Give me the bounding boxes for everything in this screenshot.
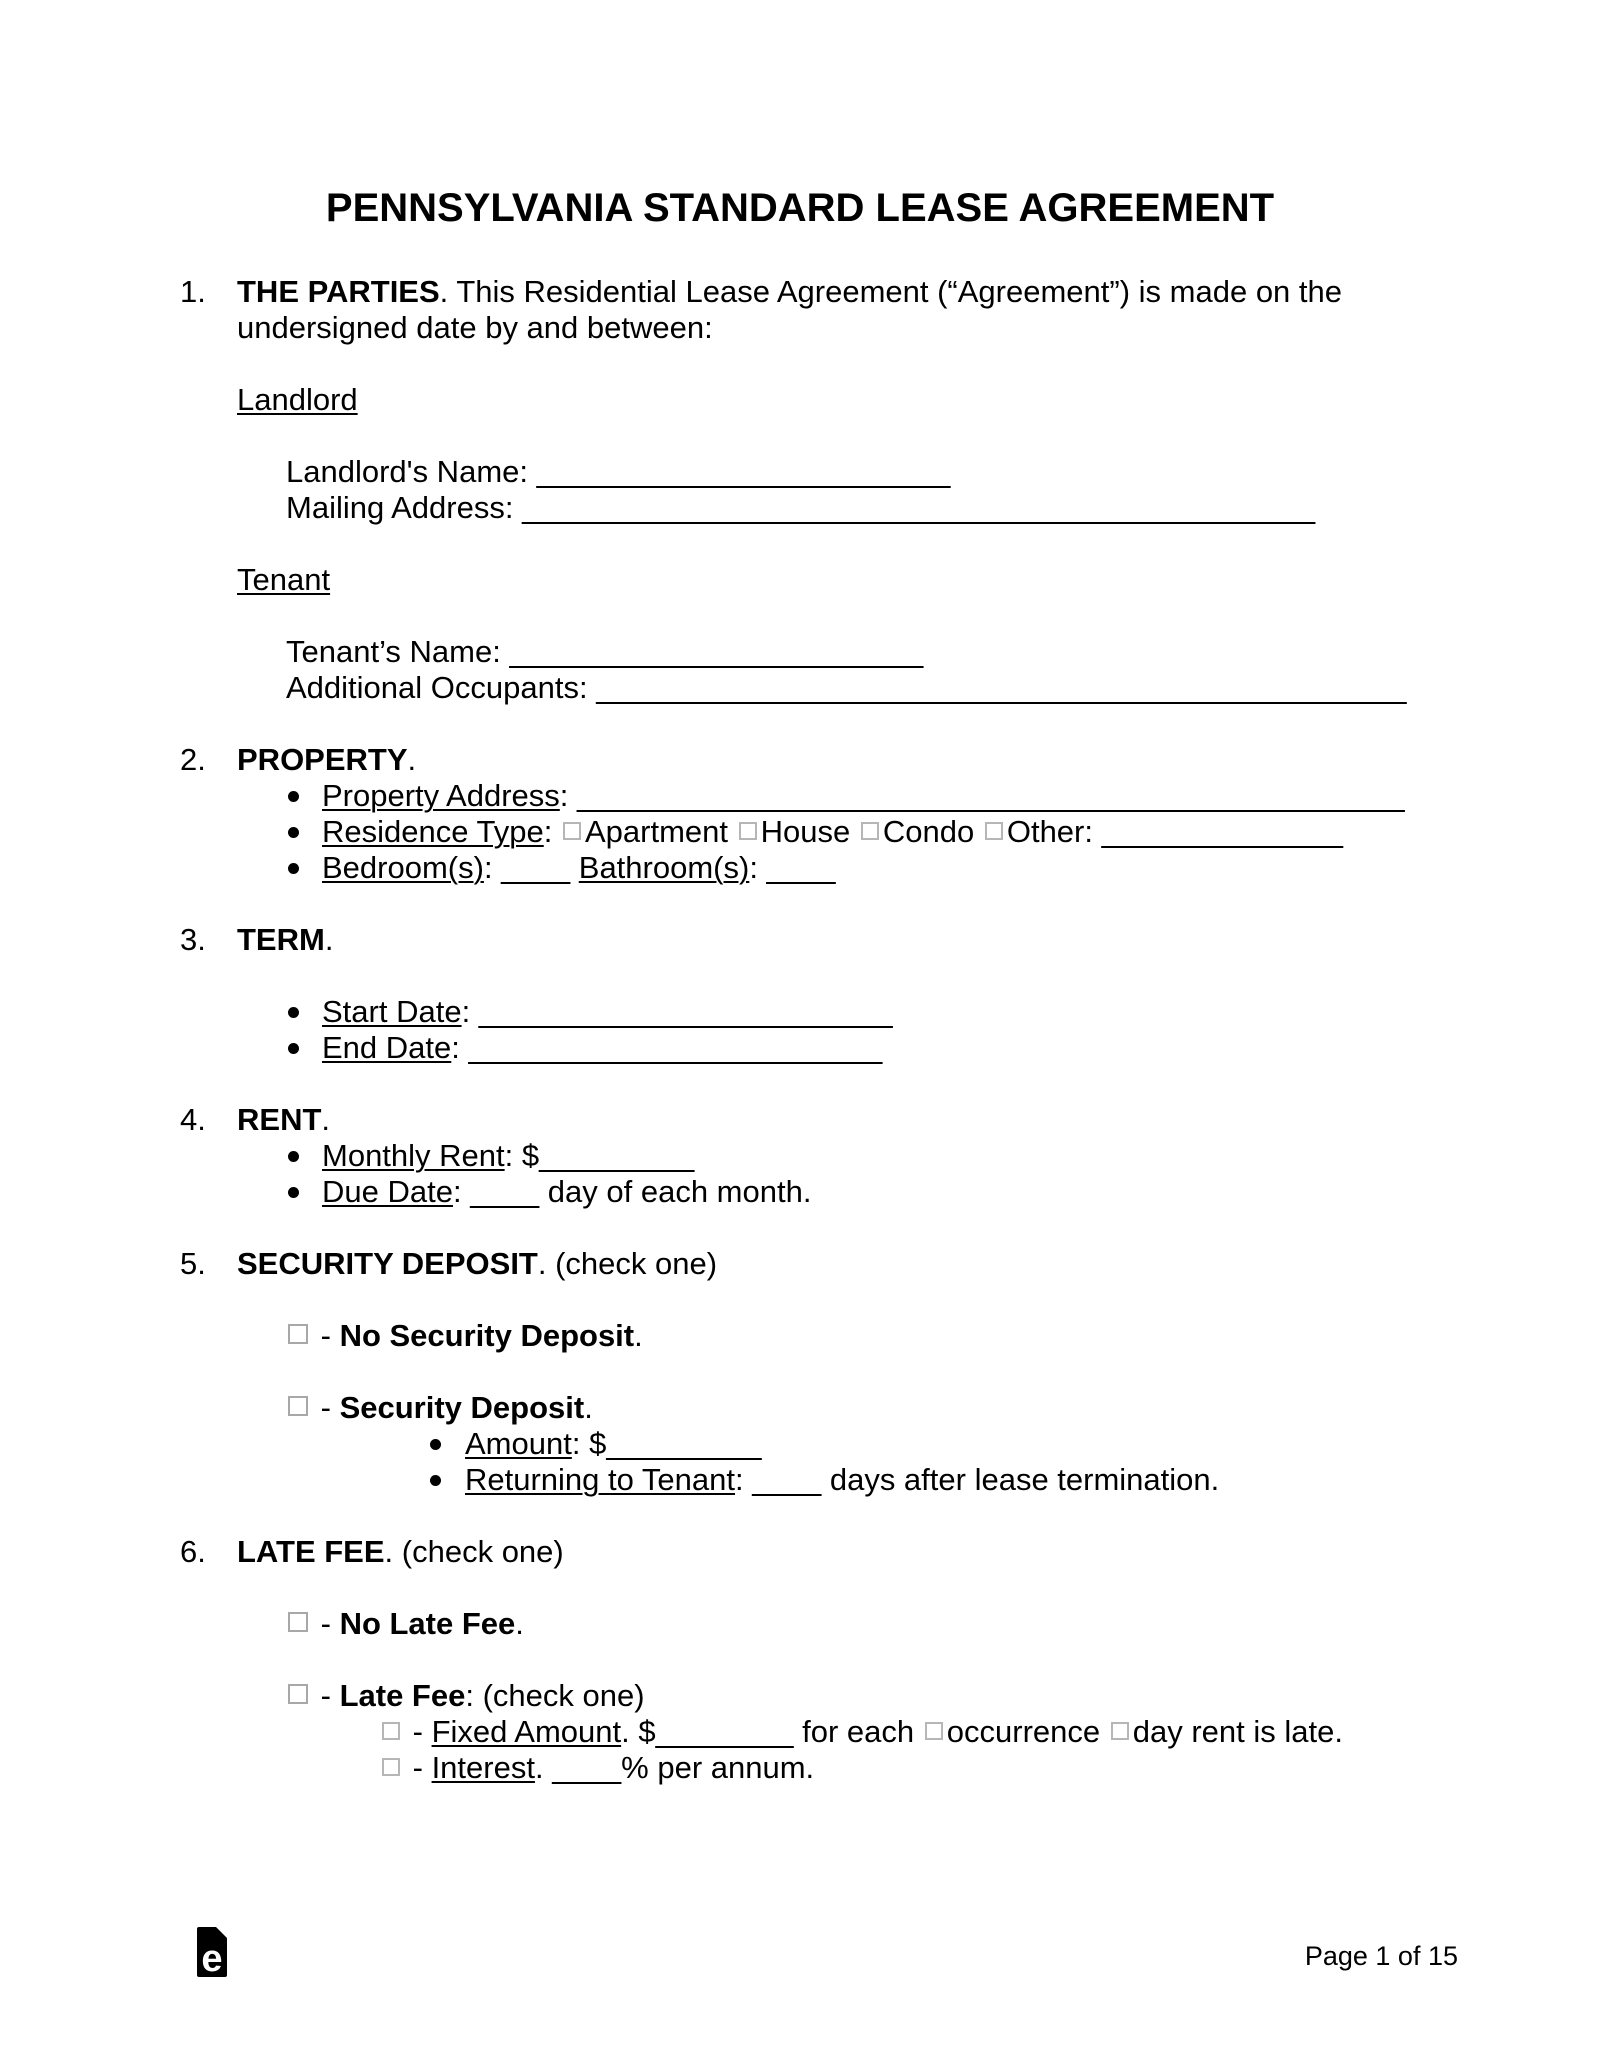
deposit-amount-blank[interactable]: _________	[606, 1426, 762, 1461]
deposit-returning-blank[interactable]: ____	[752, 1462, 822, 1497]
section-rent	[0, 1102, 1600, 1138]
interest-suffix: % per annum.	[621, 1750, 815, 1785]
section-property-number: 2.	[180, 742, 206, 777]
tenant-name-blank[interactable]: ________________________	[509, 634, 924, 669]
section-security-deposit-heading-line	[237, 1246, 1600, 1282]
section-rent-number: 4.	[180, 1102, 206, 1137]
security-deposit-option	[0, 1390, 1600, 1426]
section-term-number: 3.	[180, 922, 206, 957]
section-parties-heading-line	[237, 274, 1600, 310]
section-late-fee-heading-suffix: . (check one)	[384, 1534, 564, 1569]
property-address-label: Property Address	[322, 778, 560, 813]
property-address-colon: :	[559, 778, 578, 813]
no-late-fee-suffix: .	[515, 1606, 524, 1641]
checkbox-late-fee[interactable]	[288, 1684, 308, 1704]
security-deposit-label: Security Deposit	[339, 1390, 585, 1425]
occurrence-label: occurrence	[946, 1714, 1101, 1749]
landlord-address-line	[286, 490, 1600, 526]
no-security-deposit-dash: -	[312, 1318, 340, 1353]
start-date-label: Start Date	[322, 994, 462, 1029]
tenant-occupants-line	[286, 670, 1600, 706]
bullet-icon	[288, 791, 299, 802]
security-deposit-details	[0, 1426, 1600, 1498]
section-property	[0, 742, 1600, 778]
section-parties-number: 1.	[180, 274, 206, 309]
due-date-suffix: day of each month.	[539, 1174, 812, 1209]
section-security-deposit-heading: SECURITY DEPOSIT	[237, 1246, 538, 1281]
landlord-label: Landlord	[237, 382, 358, 417]
checkbox-other[interactable]	[985, 822, 1003, 840]
section-parties	[0, 274, 1600, 346]
residence-type-colon: :	[543, 814, 561, 849]
start-date-colon: :	[461, 994, 479, 1029]
tenant-label: Tenant	[237, 562, 331, 597]
fixed-amount-prefix: . $	[621, 1714, 656, 1749]
eforms-logo-icon	[197, 1927, 227, 1980]
end-date-colon: :	[451, 1030, 469, 1065]
deposit-amount-prefix: : $	[571, 1426, 607, 1461]
start-date-item	[0, 994, 1600, 1030]
interest-blank[interactable]: ____	[552, 1750, 622, 1785]
tenant-name-label: Tenant’s Name:	[286, 634, 510, 669]
checkbox-security-deposit[interactable]	[288, 1396, 308, 1416]
bedroom-colon: :	[483, 850, 502, 885]
bullet-icon	[288, 1187, 299, 1198]
rent-bullets	[0, 1138, 1600, 1210]
section-term-heading: TERM	[237, 922, 325, 957]
tenant-subheading	[0, 562, 1600, 598]
end-date-item	[0, 1030, 1600, 1066]
security-deposit-dash: -	[312, 1390, 340, 1425]
no-security-deposit-label: No Security Deposit	[339, 1318, 635, 1353]
no-security-deposit-option	[0, 1318, 1600, 1354]
property-bullets	[0, 778, 1600, 886]
bathroom-colon: :	[749, 850, 767, 885]
other-blank[interactable]: ______________	[1101, 814, 1343, 849]
section-term-heading-suffix: .	[324, 922, 334, 957]
monthly-rent-label: Monthly Rent	[322, 1138, 505, 1173]
section-late-fee-number: 6.	[180, 1534, 206, 1569]
monthly-rent-item	[0, 1138, 1600, 1174]
landlord-address-label: Mailing Address:	[286, 490, 523, 525]
residence-type-label: Residence Type	[322, 814, 544, 849]
fixed-amount-label: Fixed Amount	[431, 1714, 622, 1749]
fixed-amount-blank[interactable]: ________	[655, 1714, 794, 1749]
bathroom-label: Bathroom(s)	[578, 850, 750, 885]
no-security-deposit-suffix: .	[634, 1318, 643, 1353]
bullet-icon	[288, 827, 299, 838]
option-house-label: House	[760, 814, 851, 849]
landlord-name-label: Landlord's Name:	[286, 454, 537, 489]
deposit-amount-item	[0, 1426, 1600, 1462]
checkbox-no-security-deposit[interactable]	[288, 1324, 308, 1344]
interest-dash: -	[404, 1750, 432, 1785]
deposit-returning-suffix: days after lease termination.	[821, 1462, 1220, 1497]
property-address-item	[0, 778, 1600, 814]
no-late-fee-label: No Late Fee	[339, 1606, 516, 1641]
end-date-blank[interactable]: ________________________	[468, 1030, 883, 1065]
late-fee-dash: -	[312, 1678, 340, 1713]
section-property-heading-line	[237, 742, 1600, 778]
due-date-label: Due Date	[322, 1174, 453, 1209]
section-late-fee	[0, 1534, 1600, 1570]
fixed-amount-mid: for each	[793, 1714, 923, 1749]
checkbox-house[interactable]	[739, 822, 757, 840]
bathroom-blank[interactable]: ____	[766, 850, 836, 885]
security-deposit-suffix: .	[584, 1390, 593, 1425]
page-indicator: Page 1 of 15	[1304, 1941, 1458, 1971]
deposit-amount-label: Amount	[465, 1426, 572, 1461]
page-title: PENNSYLVANIA STANDARD LEASE AGREEMENT	[325, 186, 1275, 230]
section-parties-heading-suffix: . This Residential Lease Agreement (“Agreement”) is made on the	[439, 274, 1343, 309]
section-security-deposit-heading-suffix: . (check one)	[537, 1246, 718, 1281]
section-parties-body-line2: undersigned date by and between:	[237, 310, 713, 345]
tenant-occupants-label: Additional Occupants:	[286, 670, 597, 705]
section-term-heading-line	[237, 922, 1600, 958]
tenant-name-line	[286, 634, 1600, 670]
checkbox-day[interactable]	[1111, 1722, 1129, 1740]
section-rent-heading-suffix: .	[321, 1102, 331, 1137]
due-date-item	[0, 1174, 1600, 1210]
due-date-blank[interactable]: ____	[470, 1174, 540, 1209]
fixed-amount-dash: -	[404, 1714, 432, 1749]
bedroom-label: Bedroom(s)	[322, 850, 484, 885]
deposit-returning-item	[0, 1462, 1600, 1498]
section-rent-heading: RENT	[237, 1102, 322, 1137]
section-security-deposit-number: 5.	[180, 1246, 206, 1281]
section-property-heading: PROPERTY	[237, 742, 408, 777]
no-late-fee-option	[0, 1606, 1600, 1642]
bullet-icon	[430, 1475, 441, 1486]
checkbox-condo[interactable]	[861, 822, 879, 840]
day-rent-late-label: day rent is late.	[1132, 1714, 1343, 1749]
no-late-fee-dash: -	[312, 1606, 340, 1641]
section-property-heading-suffix: .	[407, 742, 417, 777]
checkbox-apartment[interactable]	[563, 822, 581, 840]
interest-option	[0, 1750, 1600, 1786]
section-term	[0, 922, 1600, 958]
monthly-rent-blank[interactable]: _________	[539, 1138, 695, 1173]
section-late-fee-heading: LATE FEE	[237, 1534, 385, 1569]
monthly-rent-prefix: : $	[504, 1138, 540, 1173]
rooms-item	[0, 850, 1600, 886]
late-fee-label: Late Fee	[339, 1678, 466, 1713]
section-security-deposit	[0, 1246, 1600, 1282]
due-date-colon: :	[452, 1174, 471, 1209]
option-apartment-label: Apartment	[584, 814, 728, 849]
deposit-returning-colon: :	[735, 1462, 753, 1497]
term-bullets	[0, 994, 1600, 1066]
bullet-icon	[430, 1439, 441, 1450]
property-address-blank[interactable]: ________________________________________________	[577, 778, 1405, 813]
option-condo-label: Condo	[882, 814, 975, 849]
bullet-icon	[288, 863, 299, 874]
start-date-blank[interactable]: ________________________	[478, 994, 893, 1029]
landlord-address-blank[interactable]: ______________________________________________	[522, 490, 1316, 525]
bedroom-blank[interactable]: ____	[501, 850, 571, 885]
checkbox-no-late-fee[interactable]	[288, 1612, 308, 1632]
section-rent-heading-line	[237, 1102, 1600, 1138]
landlord-subheading	[0, 382, 1600, 418]
late-fee-suffix: : (check one)	[465, 1678, 645, 1713]
fixed-amount-option	[0, 1714, 1600, 1750]
landlord-name-line	[286, 454, 1600, 490]
checkbox-occurrence[interactable]	[925, 1722, 943, 1740]
checkbox-interest[interactable]	[382, 1758, 400, 1776]
checkbox-fixed-amount[interactable]	[382, 1722, 400, 1740]
deposit-returning-label: Returning to Tenant	[465, 1462, 736, 1497]
bullet-icon	[288, 1151, 299, 1162]
section-late-fee-heading-line	[237, 1534, 1600, 1570]
option-other-label: Other:	[1006, 814, 1102, 849]
interest-label: Interest	[431, 1750, 535, 1785]
eforms-logo-letter: e	[201, 1938, 223, 1980]
late-fee-option	[0, 1678, 1600, 1714]
bullet-icon	[288, 1007, 299, 1018]
residence-type-item	[0, 814, 1600, 850]
tenant-occupants-blank[interactable]: _______________________________________________	[596, 670, 1407, 705]
end-date-label: End Date	[322, 1030, 452, 1065]
bullet-icon	[288, 1043, 299, 1054]
interest-prefix: .	[534, 1750, 553, 1785]
tenant-fields	[0, 634, 1600, 706]
section-parties-heading: THE PARTIES	[237, 274, 440, 309]
landlord-name-blank[interactable]: ________________________	[536, 454, 951, 489]
landlord-fields	[0, 454, 1600, 526]
